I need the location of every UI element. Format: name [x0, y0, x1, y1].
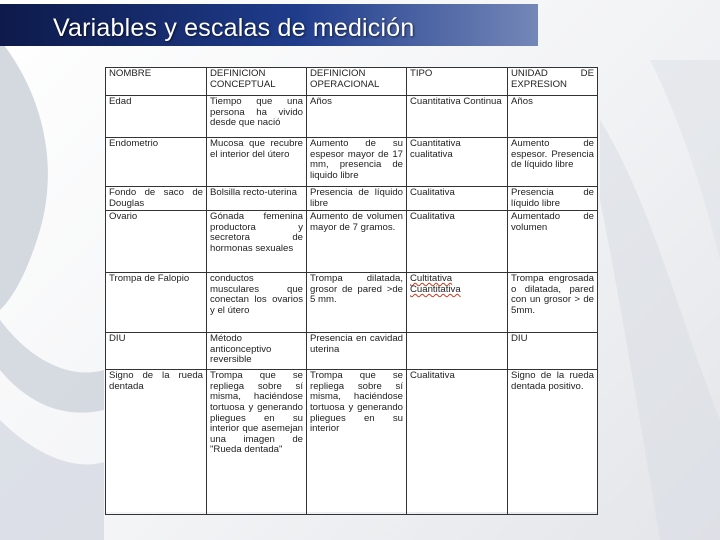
cell-definicion-operacional: Presencia de líquido libre: [307, 187, 407, 211]
table-row: [106, 187, 598, 211]
cell-definicion-conceptual: conductos musculares que conectan los ovarios y el útero: [207, 273, 307, 333]
cell-definicion-operacional: Aumento de volumen mayor de 7 gramos.: [307, 211, 407, 273]
cell-tipo: [407, 333, 508, 370]
cell-unidad-expresion: Signo de la rueda dentada positivo.: [508, 370, 598, 515]
cell-nombre: Trompa de Falopio: [106, 273, 207, 333]
cell-definicion-operacional: Trompa que se repliega sobre sí misma, haciéndose tortuosa y generando pliegues en su interior: [307, 370, 407, 515]
cell-nombre: DIU: [106, 333, 207, 370]
cell-unidad-expresion: Años: [508, 96, 598, 138]
cell-unidad-expresion: Trompa engrosada o dilatada, pared con un grosor > de 5mm.: [508, 273, 598, 333]
table-row: [106, 333, 598, 370]
cell-nombre: Signo de la rueda dentada: [106, 370, 207, 515]
table-header-row: [106, 68, 598, 96]
cell-tipo: Cualitativa: [407, 187, 508, 211]
cell-tipo: Cuantitativa cualitativa: [407, 138, 508, 187]
cell-definicion-conceptual: Trompa que se repliega sobre sí misma, haciéndose tortuosa y generando pliegues en su interior que asemejan una imagen de "Rueda dentada": [207, 370, 307, 515]
cell-tipo: Cultitativa Cuantitativa: [407, 273, 508, 333]
cell-unidad-expresion: Presencia de líquido libre: [508, 187, 598, 211]
cell-unidad-expresion: Aumentado de volumen: [508, 211, 598, 273]
slide-title: Variables y escalas de medición: [53, 14, 415, 42]
header-nombre: NOMBRE: [106, 68, 207, 96]
table-row: [106, 273, 598, 333]
header-definicion-operacional: DEFINICION OPERACIONAL: [307, 68, 407, 96]
cell-unidad-expresion: DIU: [508, 333, 598, 370]
cell-nombre: Edad: [106, 96, 207, 138]
cell-definicion-operacional: Trompa dilatada, grosor de pared >de 5 mm.: [307, 273, 407, 333]
cell-tipo: Cualitativa: [407, 211, 508, 273]
cell-nombre: Ovario: [106, 211, 207, 273]
cell-definicion-conceptual: Gónada femenina productora y secretora de hormonas sexuales: [207, 211, 307, 273]
header-definicion-conceptual: DEFINICION CONCEPTUAL: [207, 68, 307, 96]
cell-definicion-operacional: Presencia en cavidad uterina: [307, 333, 407, 370]
cell-definicion-conceptual: Método anticonceptivo reversible: [207, 333, 307, 370]
cell-definicion-operacional: Años: [307, 96, 407, 138]
cell-unidad-expresion: Aumento de espesor. Presencia de líquido libre: [508, 138, 598, 187]
title-bar: [0, 4, 538, 46]
header-unidad-expresion: UNIDAD DE EXPRESION: [508, 68, 598, 96]
cell-definicion-conceptual: Mucosa que recubre el interior del útero: [207, 138, 307, 187]
header-tipo: TIPO: [407, 68, 508, 96]
variables-table: [105, 67, 598, 515]
variables-table-container: [105, 67, 598, 512]
cell-definicion-conceptual: Bolsilla recto-uterina: [207, 187, 307, 211]
table-row: [106, 138, 598, 187]
table-row: [106, 370, 598, 515]
cell-tipo: Cuantitativa Continua: [407, 96, 508, 138]
cell-definicion-conceptual: Tiempo que una persona ha vivido desde que nació: [207, 96, 307, 138]
cell-nombre: Endometrio: [106, 138, 207, 187]
table-row: [106, 211, 598, 273]
cell-definicion-operacional: Aumento de su espesor mayor de 17 mm, presencia de liquido libre: [307, 138, 407, 187]
cell-nombre: Fondo de saco de Douglas: [106, 187, 207, 211]
table-row: [106, 96, 598, 138]
cell-tipo: Cualitativa: [407, 370, 508, 515]
